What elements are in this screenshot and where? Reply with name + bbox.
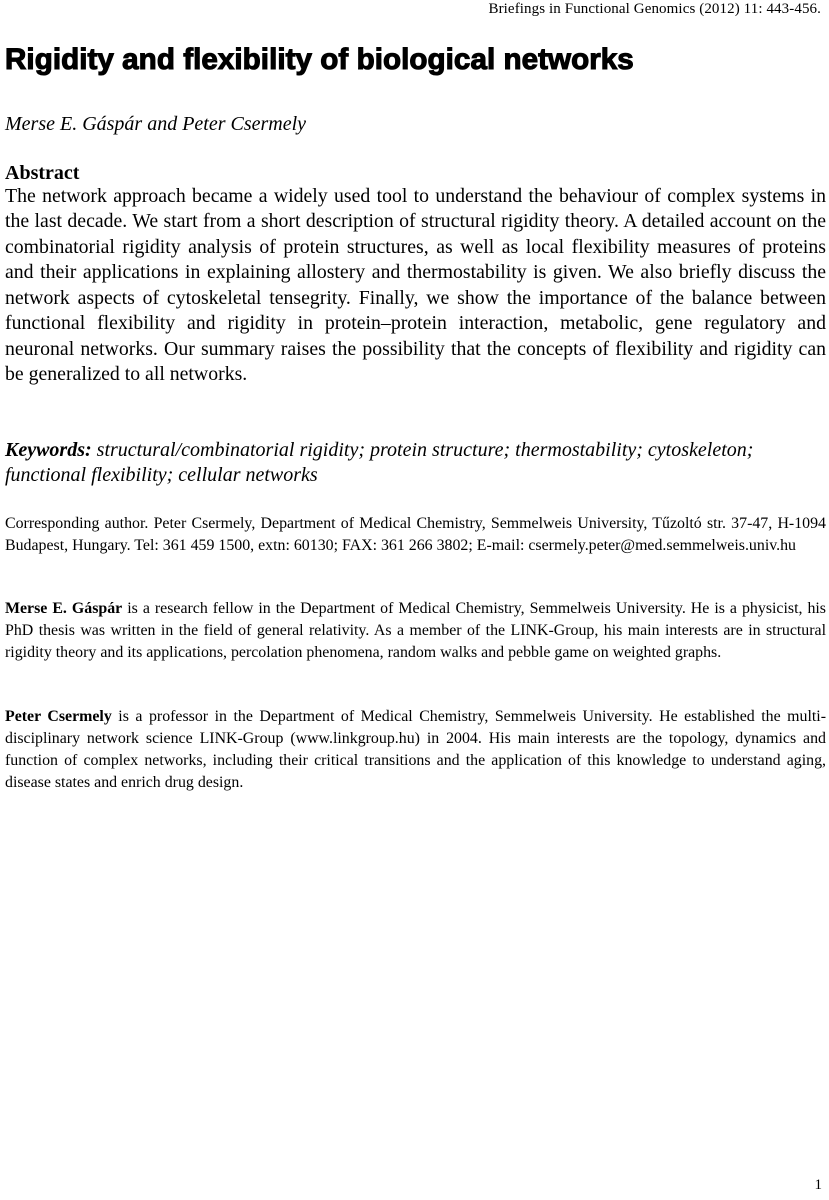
page-number: 1 <box>814 1177 822 1193</box>
paper-title: Rigidity and flexibility of biological networks <box>5 43 634 76</box>
author-bio-name: Peter Csermely <box>5 708 112 725</box>
author-bio-name: Merse E. Gáspár <box>5 600 123 617</box>
author-bio <box>5 598 826 664</box>
keywords-label: Keywords: <box>5 439 92 461</box>
abstract-heading: Abstract <box>5 162 80 184</box>
author-bio-text: is a professor in the Department of Medical Chemistry, Semmelweis University. He established the multi-disciplinary network science LINK-Group (www.linkgroup.hu) in 2004. His main interests are the topology, dynamics and function of complex networks, including their critical transitions and the application of this knowledge to understand aging, disease states and enrich drug design. <box>5 708 826 791</box>
corresponding-author: Corresponding author. Peter Csermely, Department of Medical Chemistry, Semmelweis University, Tűzoltó str. 37-47, H-1094 Budapest, Hungary. Tel: 361 459 1500, extn: 60130; FAX: 361 266 3802; E-mail: csermely.peter@med.semmelweis.univ.hu <box>5 515 826 554</box>
authors: Merse E. Gáspár and Peter Csermely <box>5 113 307 135</box>
keywords-text: structural/combinatorial rigidity; protein structure; thermostability; cytoskeleton; functional flexibility; cellular networks <box>5 439 754 486</box>
abstract-text: The network approach became a widely used tool to understand the behaviour of complex systems in the last decade. We start from a short description of structural rigidity theory. A detailed account on the combinatorial rigidity analysis of protein structures, as well as local flexibility measures of proteins and their applications in explaining allostery and thermostability is given. We also briefly discuss the network aspects of cytoskeletal tensegrity. Finally, we show the importance of the balance between functional flexibility and rigidity in protein–protein interaction, metabolic, gene regulatory and neuronal networks. Our summary raises the possibility that the concepts of flexibility and rigidity can be generalized to all networks. <box>5 185 826 386</box>
author-bio <box>5 706 826 794</box>
author-bio-text: is a research fellow in the Department of Medical Chemistry, Semmelweis University. He is a physicist, his PhD thesis was written in the field of general relativity. As a member of the LINK-Group, his main interests are in structural rigidity theory and its applications, percolation phenomena, random walks and pebble game on weighted graphs. <box>5 600 826 661</box>
journal-reference: Briefings in Functional Genomics (2012) 11: 443-456. <box>488 1 821 17</box>
keywords <box>5 438 826 488</box>
